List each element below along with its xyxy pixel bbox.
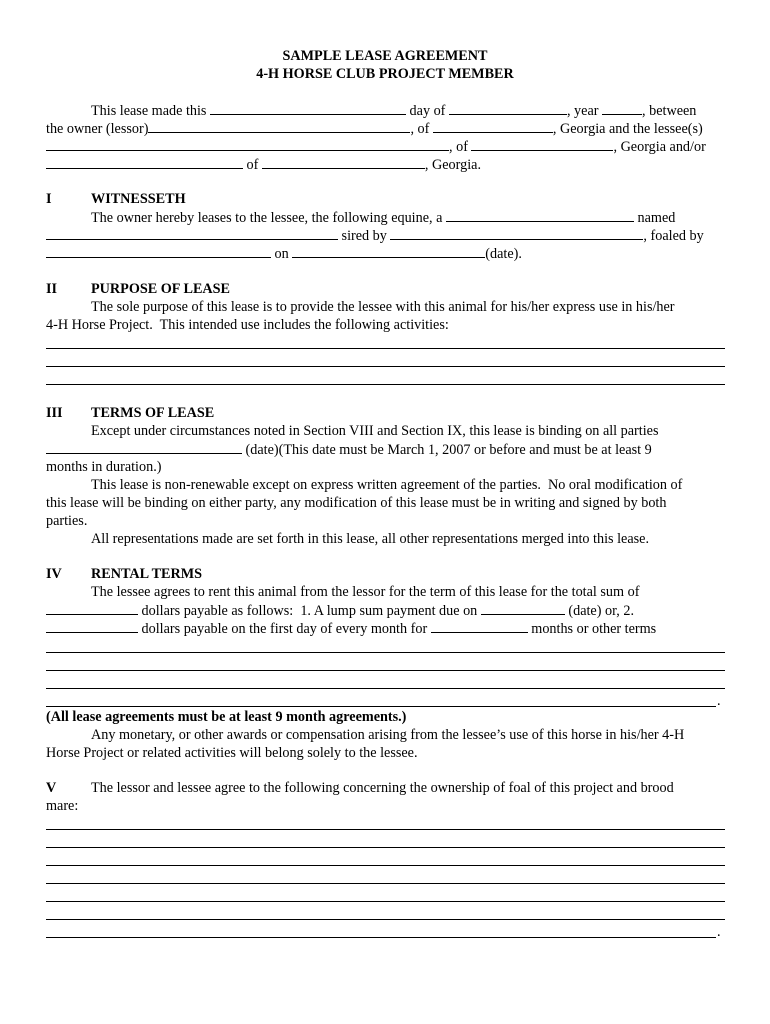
activities-line-2[interactable] (46, 366, 725, 367)
months-count-field[interactable] (431, 619, 528, 633)
intro-line-1: This lease made this day of , year , between (91, 103, 697, 119)
foal-terms-line-4[interactable] (46, 883, 725, 884)
lump-sum-amount-field[interactable] (46, 601, 138, 615)
terms-line-1: Except under circumstances noted in Section VIII and Section IX, this lease is binding on all parties (91, 423, 659, 439)
section-4-number: IV (46, 566, 62, 582)
rental-line-2: dollars payable as follows: 1. A lump sum payment due on (date) or, 2. (46, 601, 634, 620)
equine-type-field[interactable] (446, 208, 634, 222)
document-subtitle: 4-H HORSE CLUB PROJECT MEMBER (256, 66, 514, 82)
witness-line-1: The owner hereby leases to the lessee, the following equine, a named (91, 210, 676, 226)
other-terms-line-3[interactable] (46, 688, 725, 689)
terms-line-2: (date)(This date must be March 1, 2007 or before and must be at least 9 (46, 440, 652, 459)
second-lessee-city-field[interactable] (262, 155, 425, 169)
section-5-number: V (46, 780, 57, 796)
dam-field[interactable] (46, 244, 271, 258)
foal-terms-line-7[interactable] (46, 937, 716, 938)
foal-terms-line-2[interactable] (46, 847, 725, 848)
section-1-title: WITNESSETH (91, 191, 186, 207)
foal-terms-period: . (717, 924, 721, 940)
rental-line-1: The lessee agrees to rent this animal from the lessor for the term of this lease for the total sum of (91, 584, 640, 600)
terms-line-7: All representations made are set forth in this lease, all other representations merged into this lease. (91, 531, 649, 547)
purpose-line-1: The sole purpose of this lease is to provide the lessee with this animal for his/her express use in his/her (91, 299, 675, 315)
minimum-term-note: (All lease agreements must be at least 9 month agreements.) (46, 709, 407, 725)
intro-line-2: the owner (lessor) , of , Georgia and the lessee(s) (46, 121, 703, 137)
rental-line-3: dollars payable on the first day of every month for months or other terms (46, 619, 656, 638)
terms-line-5: this lease will be binding on either party, any modification of this lease must be in writing and signed by both (46, 495, 667, 511)
second-lessee-name-field[interactable] (46, 155, 243, 169)
awards-line-2: Horse Project or related activities will belong solely to the lessee. (46, 745, 418, 761)
section-3-title: TERMS OF LEASE (91, 405, 215, 421)
witness-line-2: sired by , foaled by (46, 226, 704, 245)
lessee-city-field[interactable] (471, 137, 613, 151)
lump-sum-date-field[interactable] (481, 601, 565, 615)
intro-line-4: of , Georgia. (46, 155, 481, 174)
section-2-number: II (46, 281, 58, 297)
foal-date-field[interactable] (292, 244, 485, 258)
section-2-title: PURPOSE OF LEASE (91, 281, 231, 297)
foal-terms-line-5[interactable] (46, 901, 725, 902)
terms-line-3: months in duration.) (46, 459, 162, 475)
witness-line-3: on (date). (46, 244, 522, 263)
day-field[interactable] (210, 101, 406, 115)
lessor-name-field[interactable] (148, 119, 410, 133)
other-terms-line-4[interactable] (46, 706, 716, 707)
document-title: SAMPLE LEASE AGREEMENT (282, 48, 488, 64)
terms-line-6: parties. (46, 513, 88, 529)
section-1-number: I (46, 191, 52, 207)
foal-terms-line-6[interactable] (46, 919, 725, 920)
horse-name-field[interactable] (46, 226, 338, 240)
year-field[interactable] (602, 101, 642, 115)
purpose-line-2: 4-H Horse Project. This intended use includes the following activities: (46, 317, 449, 333)
other-terms-period: . (717, 693, 721, 709)
foal-terms-line-1[interactable] (46, 829, 725, 830)
intro-line-3: , of , Georgia and/or (46, 137, 706, 156)
activities-line-3[interactable] (46, 384, 725, 385)
monthly-amount-field[interactable] (46, 619, 138, 633)
section-4-title: RENTAL TERMS (91, 566, 203, 582)
other-terms-line-2[interactable] (46, 670, 725, 671)
foal-line-1: The lessor and lessee agree to the following concerning the ownership of foal of this project and brood (91, 780, 674, 796)
terms-line-4: This lease is non-renewable except on express written agreement of the parties. No oral modification of (91, 477, 683, 493)
section-3-number: III (46, 405, 63, 421)
other-terms-line-1[interactable] (46, 652, 725, 653)
lessee-name-field[interactable] (46, 137, 449, 151)
foal-line-2: mare: (46, 798, 79, 814)
awards-line-1: Any monetary, or other awards or compensation arising from the lessee’s use of this horse in his/her 4-H (91, 727, 685, 743)
lease-end-date-field[interactable] (46, 440, 242, 454)
sire-field[interactable] (390, 226, 643, 240)
month-field[interactable] (449, 101, 567, 115)
lessor-city-field[interactable] (433, 119, 553, 133)
foal-terms-line-3[interactable] (46, 865, 725, 866)
activities-line-1[interactable] (46, 348, 725, 349)
